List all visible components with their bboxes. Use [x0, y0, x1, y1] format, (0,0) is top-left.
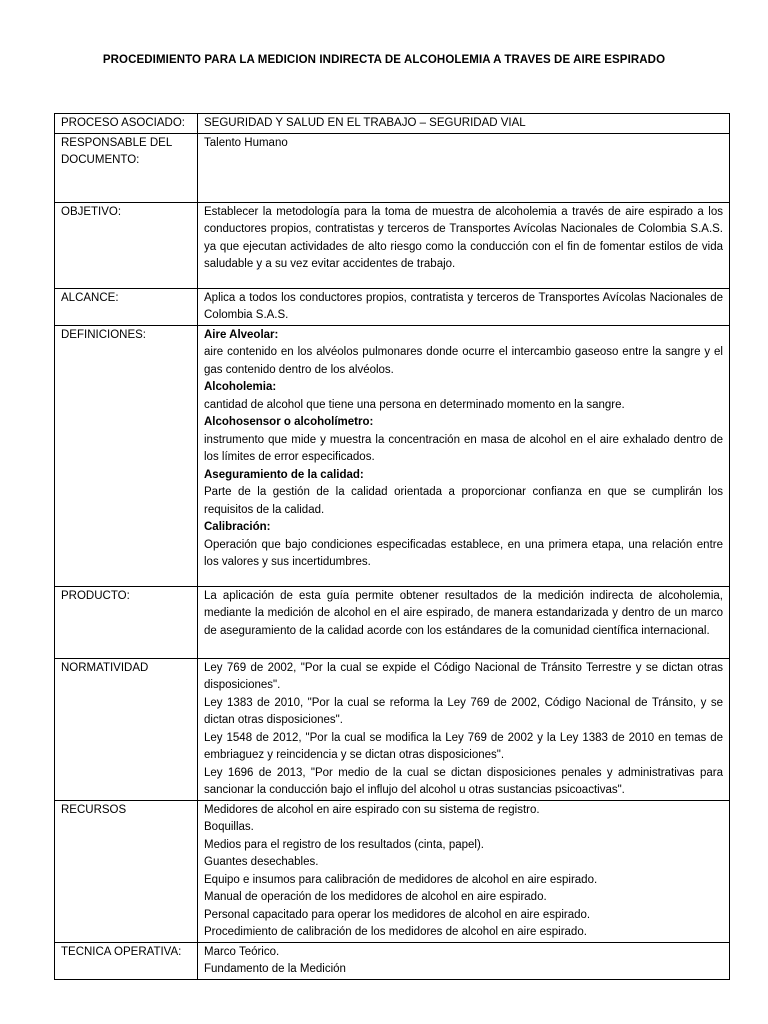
- row-label: ALCANCE:: [55, 288, 198, 325]
- row-value: SEGURIDAD Y SALUD EN EL TRABAJO – SEGURIDAD VIAL: [198, 114, 730, 134]
- row-value: Establecer la metodología para la toma de muestra de alcoholemia a través de aire espirado a los conductores propios, contratistas y terceros de Transportes Avícolas Nacionales de Colombia S.A.S. ya que ejecutan actividades de alto riesgo como la conducción con el fin de fomentar estilos de vida saludable y a su vez evitar accidentes de trabajo.: [198, 202, 730, 288]
- row-label: OBJETIVO:: [55, 202, 198, 288]
- row-label: RESPONSABLE DEL DOCUMENTO:: [55, 133, 198, 202]
- row-label: TECNICA OPERATIVA:: [55, 942, 198, 979]
- norm-item: Ley 1548 de 2012, "Por la cual se modifica la Ley 769 de 2002 y la Ley 1383 de 2010 en temas de embriaguez y reincidencia y se dictan otras disposiciones".: [204, 731, 723, 761]
- row-value: La aplicación de esta guía permite obtener resultados de la medición indirecta de alcoholemia, mediante la medición de alcohol en el aire espirado, de manera estandarizada y dentro de un marco de aseguramiento de la calidad acorde con los estándares de la comunidad científica internacional.: [198, 586, 730, 658]
- definition-text: aire contenido en los alvéolos pulmonares donde ocurre el intercambio gaseoso entre la sangre y el gas contenido dentro de los alvéolos.: [204, 346, 723, 376]
- definition-text: Operación que bajo condiciones especificadas establece, en una primera etapa, una relación entre los valores y sus incertidumbres.: [204, 538, 723, 568]
- technique-item: Fundamento de la Medición: [204, 963, 346, 975]
- row-label: NORMATIVIDAD: [55, 658, 198, 800]
- technique-list: [198, 942, 730, 979]
- row-value: Talento Humano: [198, 133, 730, 202]
- definitions-list: [198, 325, 730, 586]
- row-alcance: [55, 288, 730, 325]
- document-table: [54, 113, 730, 980]
- resource-item: Guantes desechables.: [204, 856, 319, 868]
- row-recursos: [55, 800, 730, 942]
- definition-text: instrumento que mide y muestra la concentración en masa de alcohol en el aire exhalado dentro de los límites de error especificados.: [204, 433, 723, 463]
- resource-item: Procedimiento de calibración de los medidores de alcohol en aire espirado.: [204, 926, 587, 938]
- row-proceso: [55, 114, 730, 134]
- row-producto: [55, 586, 730, 658]
- definition-text: Parte de la gestión de la calidad orientada a proporcionar confianza en que se cumplirán los requisitos de la calidad.: [204, 486, 723, 516]
- definition-term: Calibración:: [204, 521, 271, 533]
- resource-item: Equipo e insumos para calibración de medidores de alcohol en aire espirado.: [204, 873, 598, 886]
- row-label: RECURSOS: [55, 800, 198, 942]
- norm-item: Ley 769 de 2002, "Por la cual se expide el Código Nacional de Tránsito Terrestre y se dictan otras disposiciones".: [204, 661, 723, 691]
- definition-term: Aire Alveolar:: [204, 328, 279, 341]
- document-title: PROCEDIMIENTO PARA LA MEDICION INDIRECTA DE ALCOHOLEMIA A TRAVES DE AIRE ESPIRADO: [102, 54, 666, 66]
- row-tecnica: [55, 942, 730, 979]
- row-label: DEFINICIONES:: [55, 325, 198, 586]
- resource-item: Medios para el registro de los resultados (cinta, papel).: [204, 838, 484, 851]
- row-objetivo: [55, 202, 730, 288]
- definition-term: Aseguramiento de la calidad:: [204, 468, 364, 481]
- technique-item: Marco Teórico.: [204, 945, 280, 958]
- row-label: PRODUCTO:: [55, 586, 198, 658]
- row-value: Aplica a todos los conductores propios, contratista y terceros de Transportes Avícolas Nacionales de Colombia S.A.S.: [198, 288, 730, 325]
- row-responsable: [55, 133, 730, 202]
- norm-item: Ley 1383 de 2010, "Por la cual se reforma la Ley 769 de 2002, Código Nacional de Tránsito, y se dictan otras disposiciones".: [204, 696, 723, 726]
- resources-list: [198, 800, 730, 942]
- row-label: PROCESO ASOCIADO:: [55, 114, 198, 134]
- resource-item: Personal capacitado para operar los medidores de alcohol en aire espirado.: [204, 908, 591, 921]
- resource-item: Manual de operación de los medidores de alcohol en aire espirado.: [204, 891, 547, 903]
- definition-term: Alcohosensor o alcoholímetro:: [204, 416, 374, 428]
- norms-list: [198, 658, 730, 800]
- row-normatividad: [55, 658, 730, 800]
- resource-item: Medidores de alcohol en aire espirado con su sistema de registro.: [204, 803, 540, 816]
- resource-item: Boquillas.: [204, 821, 254, 833]
- definition-term: Alcoholemia:: [204, 381, 277, 393]
- norm-item: Ley 1696 de 2013, "Por medio de la cual se dictan disposiciones penales y administrativas para sancionar la conducción bajo el influjo del alcohol u otras sustancias psicoactivas".: [204, 766, 723, 796]
- definition-text: cantidad de alcohol que tiene una persona en determinado momento en la sangre.: [204, 398, 625, 411]
- row-definiciones: [55, 325, 730, 586]
